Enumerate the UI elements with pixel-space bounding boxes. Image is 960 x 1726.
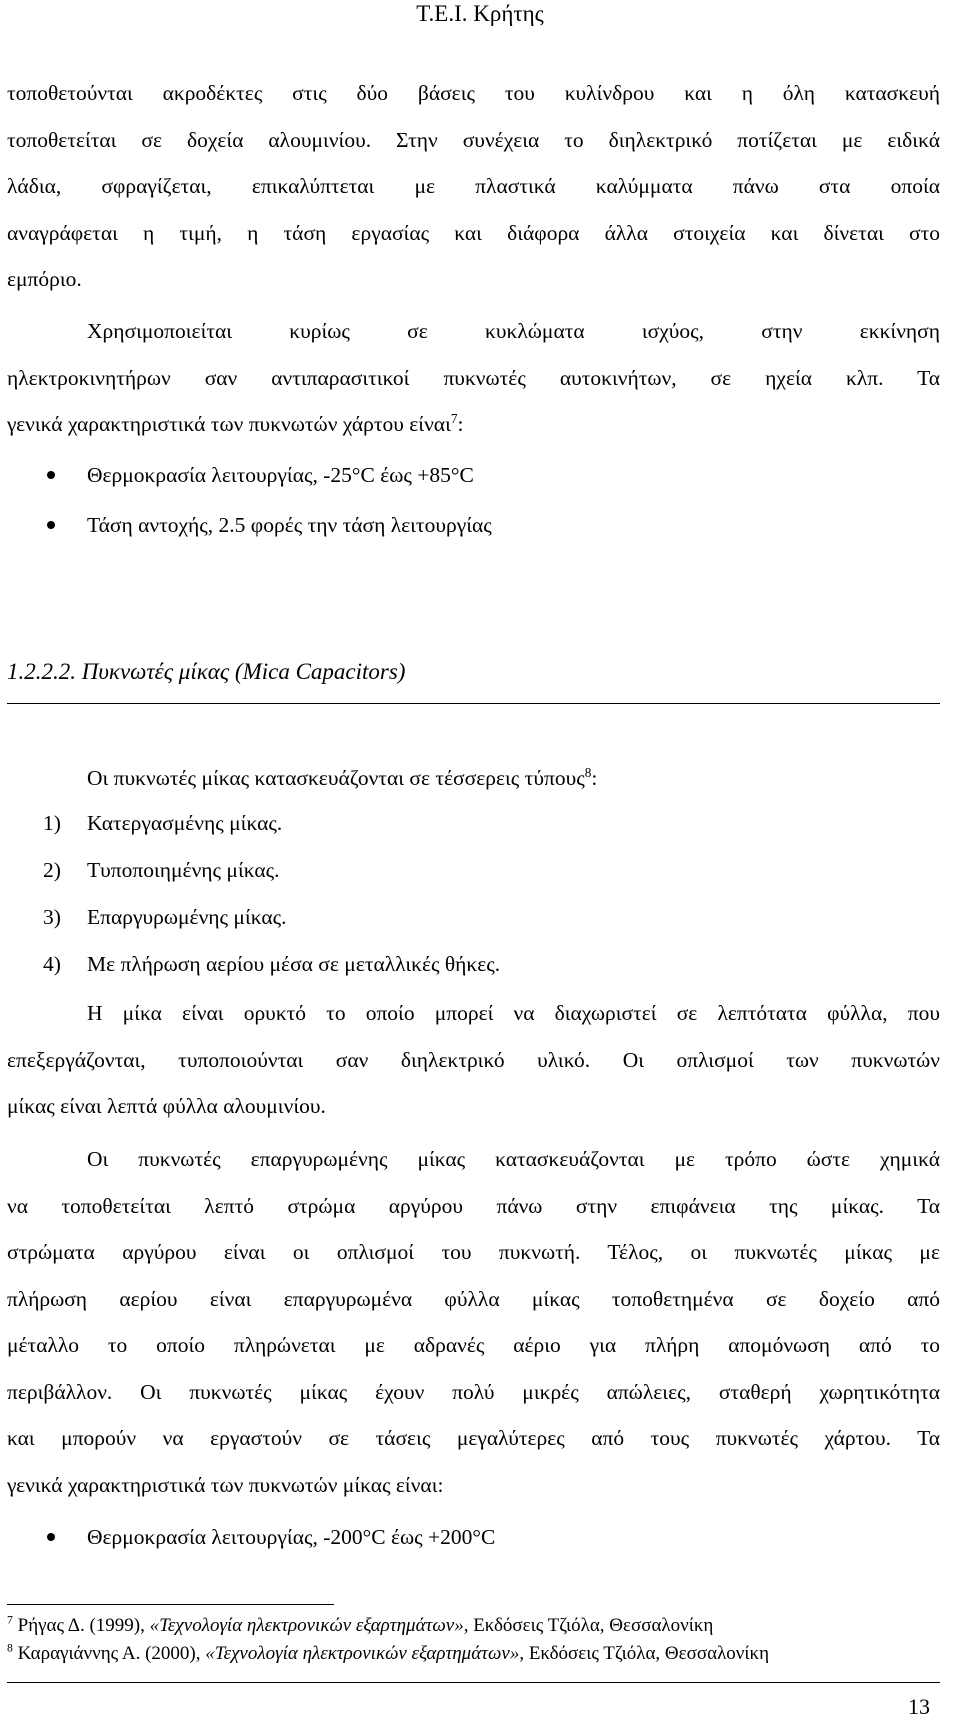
- text-line: περιβάλλον. Οι πυκνωτές μίκας έχουν πολύ μικρές απώλειες, σταθερή χωρητικότητα: [7, 1379, 940, 1404]
- page-header: [0, 0, 960, 28]
- text-line: Η μίκα είναι ορυκτό το οποίο μπορεί να διαχωριστεί σε λεπτότατα φύλλα, που: [87, 1001, 940, 1025]
- list-item: [43, 848, 280, 892]
- footnote-rule: [7, 1604, 334, 1605]
- footnote-number: 8: [7, 1641, 13, 1655]
- text-line: αναγράφεται η τιμή, η τάση εργασίας και διάφορα άλλα στοιχεία και δίνεται στο: [7, 220, 940, 245]
- text-run: Οι πυκνωτές μίκας κατασκευάζονται σε τέσσερεις τύπους: [87, 766, 585, 790]
- paragraph-2: [7, 308, 940, 448]
- text-line: επεξεργάζονται, τυποποιούνται σαν διηλεκτρικό υλικό. Οι οπλισμοί των πυκνωτών: [7, 1047, 940, 1072]
- footnote-rest: , Εκδόσεις Τζιόλα, Θεσσαλονίκη: [463, 1615, 714, 1636]
- text-run: γενικά χαρακτηριστικά των πυκνωτών χάρτου είναι: [7, 412, 451, 436]
- text-line: Οι πυκνωτές επαργυρωμένης μίκας κατασκευάζονται με τρόπο ώστε χημικά: [87, 1147, 940, 1171]
- text-line: μέταλλο το οποίο πληρώνεται με αδρανές αέριο για πλήρη απομόνωση από το: [7, 1333, 940, 1357]
- text-line: τοποθετούνται ακροδέκτες στις δύο βάσεις του κυλίνδρου και η όλη κατασκευή: [7, 81, 940, 105]
- text-line: να τοποθετείται λεπτό στρώμα αργύρου πάνω στην επιφάνεια της μίκας. Τα: [7, 1193, 940, 1218]
- text-line: Χρησιμοποιείται κυρίως σε κυκλώματα ισχύος, στην εκκίνηση: [87, 319, 940, 343]
- text-line: τοποθετείται σε δοχεία αλουμινίου. Στην συνέχεια το διηλεκτρικό ποτίζεται με ειδικά: [7, 127, 940, 152]
- text-line: πλήρωση αερίου είναι επαργυρωμένα φύλλα μίκας τοποθετημένα σε δοχείο από: [7, 1286, 940, 1311]
- section-heading: 1.2.2.2. Πυκνωτές μίκας (Mica Capacitors): [7, 659, 406, 684]
- list-number: 1): [43, 811, 61, 835]
- footnote-number: 7: [7, 1613, 13, 1627]
- footnote-author: Ρήγας Δ. (1999),: [17, 1615, 150, 1636]
- header-title: Τ.Ε.Ι. Κρήτης: [416, 1, 544, 26]
- list-text: Κατεργασμένης μίκας.: [87, 811, 283, 835]
- bullet-text: Θερμοκρασία λειτουργίας, -200°C έως +200°C: [87, 1525, 496, 1549]
- text-line: γενικά χαρακτηριστικά των πυκνωτών μίκας είναι:: [7, 1472, 444, 1497]
- text-run: :: [591, 766, 598, 790]
- page-number: 13: [908, 1694, 930, 1719]
- text-line: ηλεκτροκινητήρων σαν αντιπαρασιτικοί πυκνωτές αυτοκινήτων, σε ηχεία κλπ. Τα: [7, 365, 940, 390]
- list-text: Τυποποιημένης μίκας.: [87, 858, 280, 882]
- list-text: Με πλήρωση αερίου μέσα σε μεταλλικές θήκες.: [87, 952, 501, 976]
- footnote-7: [7, 1614, 713, 1638]
- paragraph-1: [7, 70, 940, 303]
- text-line: [7, 401, 940, 448]
- footnote-ref: 8: [584, 764, 592, 780]
- text-run: :: [457, 412, 464, 436]
- bullet-text: Τάση αντοχής, 2.5 φορές την τάση λειτουργίας: [87, 513, 492, 537]
- text-line: λάδια, σφραγίζεται, επικαλύπτεται με πλαστικά καλύμματα πάνω στα οποία: [7, 174, 940, 198]
- list-number: 3): [43, 905, 61, 929]
- footnote-author: Καραγιάννης Α. (2000),: [17, 1643, 206, 1664]
- bottom-rule: [7, 1682, 940, 1683]
- text-line: εμπόριο.: [7, 267, 82, 291]
- footnote-title: «Τεχνολογία ηλεκτρονικών εξαρτημάτων»: [205, 1643, 520, 1664]
- footnote-title: «Τεχνολογία ηλεκτρονικών εξαρτημάτων»: [149, 1615, 464, 1636]
- bullet-icon: [47, 1533, 55, 1541]
- list-number: 4): [43, 952, 61, 976]
- footnote-rest: , Εκδόσεις Τζιόλα, Θεσσαλονίκη: [519, 1643, 769, 1664]
- list-item: [43, 801, 282, 845]
- paragraph-4: [7, 1136, 940, 1508]
- heading-rule: [7, 703, 940, 704]
- bullet-text: Θερμοκρασία λειτουργίας, -25°C έως +85°C: [87, 463, 474, 487]
- footnote-8: [7, 1642, 769, 1666]
- list-item: [43, 895, 287, 939]
- footnote-ref: 7: [450, 410, 458, 426]
- list-text: Επαργυρωμένης μίκας.: [87, 905, 287, 929]
- paragraph-3: [7, 990, 940, 1130]
- text-line: μίκας είναι λεπτά φύλλα αλουμινίου.: [7, 1094, 326, 1118]
- intro-line: [87, 755, 597, 801]
- bullet-icon: [47, 471, 55, 479]
- list-item: [43, 942, 500, 986]
- text-line: στρώματα αργύρου είναι οι οπλισμοί του πυκνωτή. Τέλος, οι πυκνωτές μίκας με: [7, 1240, 940, 1264]
- bullet-icon: [47, 521, 55, 529]
- list-number: 2): [43, 858, 61, 882]
- text-line: και μπορούν να εργαστούν σε τάσεις μεγαλύτερες από τους πυκνωτές χάρτου. Τα: [7, 1426, 940, 1450]
